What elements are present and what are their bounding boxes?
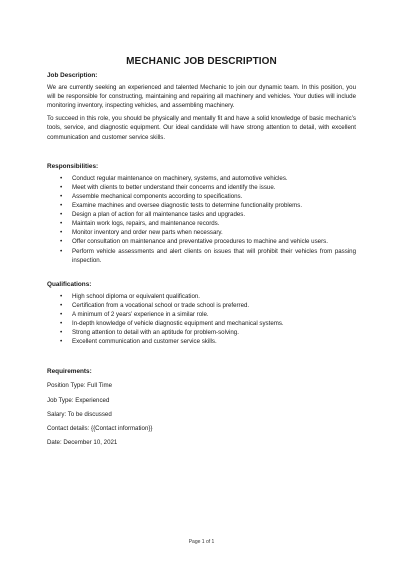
bullet-icon: • — [60, 247, 63, 255]
document-body — [47, 71, 356, 447]
responsibilities-heading: Responsibilities: — [47, 162, 99, 170]
qualifications-heading: Qualifications: — [47, 280, 92, 288]
requirements-heading: Requirements: — [47, 368, 92, 376]
list-item — [60, 301, 356, 310]
list-item — [60, 201, 356, 210]
list-item — [60, 237, 356, 246]
list-item — [60, 219, 356, 228]
list-item — [60, 310, 356, 319]
bullet-icon: • — [60, 238, 63, 246]
qualification-text: A minimum of 2 years’ experience in a similar role. — [72, 310, 209, 318]
list-item — [60, 328, 356, 337]
responsibility-text: Assemble mechanical components according to specifications. — [72, 192, 243, 200]
responsibility-text: Perform vehicle assessments and alert clients on issues that will prohibit their vehicles from passing inspection. — [72, 247, 356, 264]
job-type: Job Type: Experienced — [47, 396, 110, 404]
bullet-icon: • — [60, 338, 63, 346]
qualifications-list — [47, 292, 356, 347]
responsibility-text: Examine machines and oversee diagnostic tests to determine functionality problems. — [72, 202, 303, 210]
list-item — [60, 247, 356, 265]
responsibility-text: Monitor inventory and order new parts when necessary. — [72, 229, 223, 237]
bullet-icon: • — [60, 292, 63, 300]
salary: Salary: To be discussed — [47, 410, 112, 418]
job-description-paragraph-2: To succeed in this role, you should be physically and mentally fit and have a solid knowledge of basic mechanic’s tools, service, and diagnostic equipment. Our ideal candidate will have strong attention to detail, with excellent communication and customer service skills. — [47, 115, 356, 141]
qualification-text: Excellent communication and customer service skills. — [72, 338, 217, 346]
list-item — [60, 183, 356, 192]
job-description-paragraph-1: We are currently seeking an experienced and talented Mechanic to join our dynamic team. In this position, you will be responsible for constructing, maintaining and repairing all machinery and vehicles. Your duties will include monitoring inventory, inspecting vehicles, and assembling machinery. — [47, 84, 356, 110]
job-description-heading: Job Description: — [47, 72, 98, 79]
document-title: MECHANIC JOB DESCRIPTION — [126, 56, 277, 67]
list-item — [60, 192, 356, 201]
qualification-text: In-depth knowledge of vehicle diagnostic equipment and mechanical systems. — [72, 320, 284, 328]
bullet-icon: • — [60, 211, 63, 219]
bullet-icon: • — [60, 329, 63, 337]
bullet-icon: • — [60, 202, 63, 210]
bullet-icon: • — [60, 192, 63, 200]
qualification-text: High school diploma or equivalent qualification. — [72, 292, 201, 300]
bullet-icon: • — [60, 174, 63, 182]
bullet-icon: • — [60, 183, 63, 191]
list-item — [60, 210, 356, 219]
list-item — [60, 174, 356, 183]
position-type: Position Type: Full Time — [47, 382, 113, 390]
list-item — [60, 292, 356, 301]
bullet-icon: • — [60, 301, 63, 309]
bullet-icon: • — [60, 320, 63, 328]
date: Date: December 10, 2021 — [47, 438, 118, 446]
responsibilities-list — [47, 174, 356, 265]
bullet-icon: • — [60, 220, 63, 228]
responsibility-text: Design a plan of action for all maintenance tasks and upgrades. — [72, 211, 246, 219]
bullet-icon: • — [60, 229, 63, 237]
list-item — [60, 319, 356, 328]
responsibility-text: Conduct regular maintenance on machinery, systems, and automotive vehicles. — [72, 174, 288, 182]
contact-details: Contact details: {{Contact information}} — [47, 424, 153, 432]
responsibility-text: Maintain work logs, repairs, and maintenance records. — [72, 220, 220, 228]
qualification-text: Strong attention to detail with an aptitude for problem-solving. — [72, 329, 239, 337]
bullet-icon: • — [60, 310, 63, 318]
qualification-text: Certification from a vocational school or trade school is preferred. — [72, 301, 250, 309]
page-number: Page 1 of 1 — [188, 539, 215, 545]
responsibility-text: Offer consultation on maintenance and preventative procedures to machine and vehicle users. — [72, 238, 328, 246]
responsibility-text: Meet with clients to better understand their concerns and identify the issue. — [72, 183, 276, 191]
list-item — [60, 337, 356, 346]
list-item — [60, 228, 356, 237]
